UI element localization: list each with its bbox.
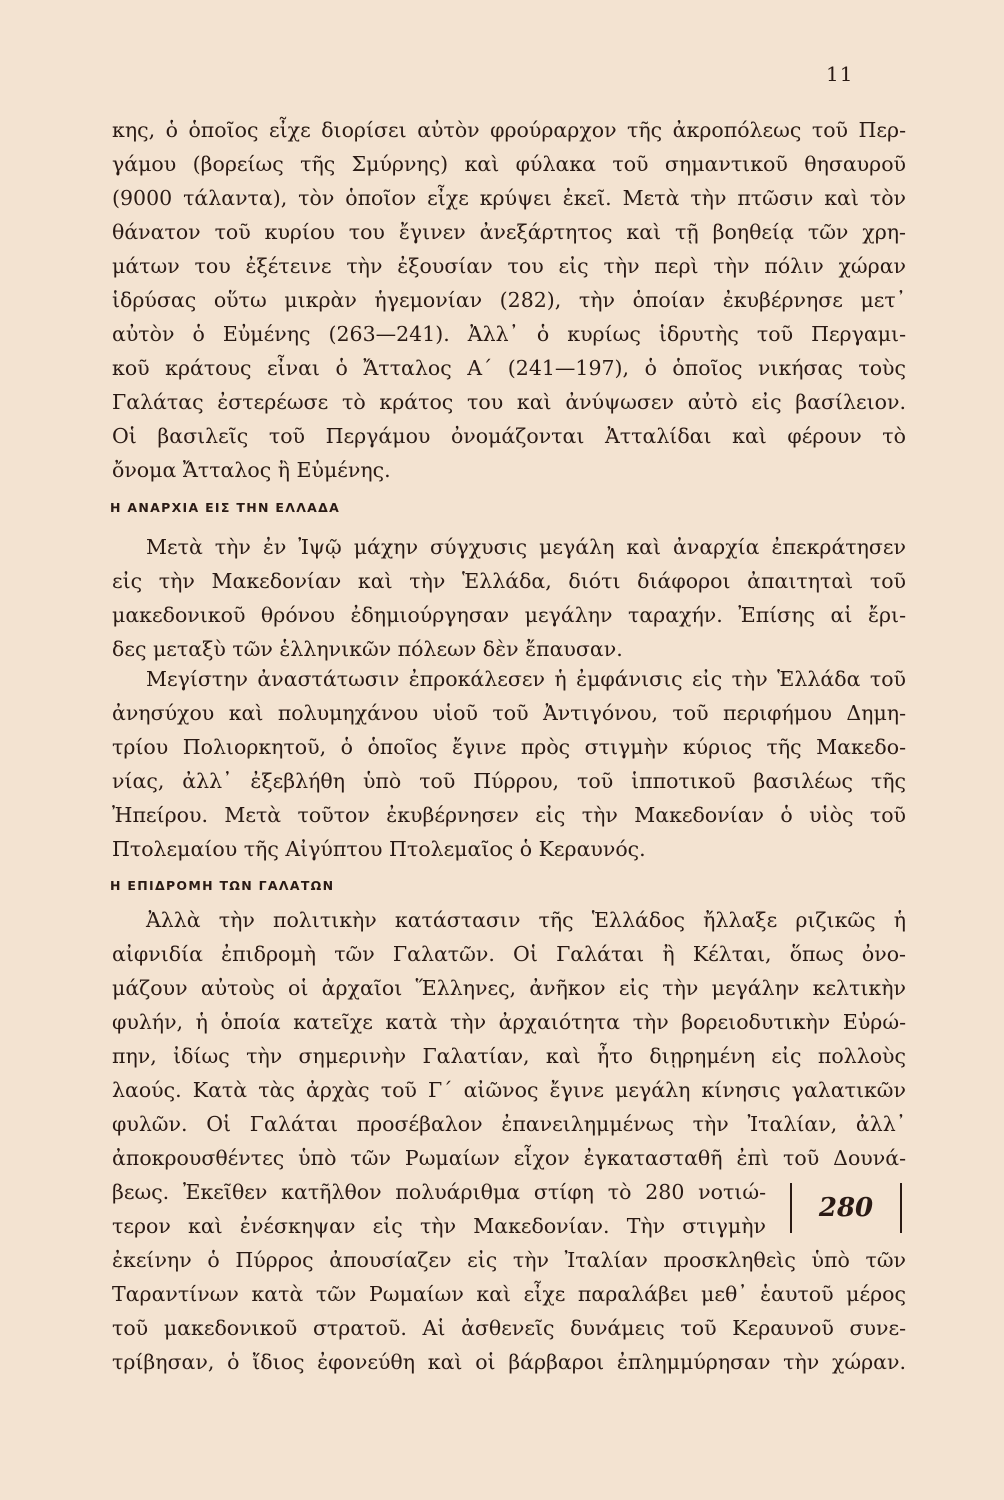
text-line: Μετὰ τὴν ἐν Ἰψῷ μάχην σύγχυσις μεγάλη καὶ ἀναρχία ἐπεκράτησεν	[146, 535, 906, 559]
margin-date-box: 280	[790, 1183, 902, 1233]
text-line: τοῦ μακεδονικοῦ στρατοῦ. Αἱ ἀσθενεῖς δυνάμεις τοῦ Κεραυνοῦ συνε-	[112, 1316, 906, 1340]
text-line: ἱδρύσας οὕτω μικρὰν ἡγεμονίαν (282), τὴν ὁποίαν ἐκυβέρνησε μετ᾽	[112, 288, 906, 312]
section-heading: Η ΑΝΑΡΧΙΑ ΕΙΣ ΤΗΝ ΕΛΛΑΔΑ	[110, 500, 341, 515]
text-line: φυλῶν. Οἱ Γαλάται προσέβαλον ἐπανειλημμένως τὴν Ἰταλίαν, ἀλλ᾽	[112, 1112, 906, 1136]
text-line: τρίου Πολιορκητοῦ, ὁ ὁποῖος ἔγινε πρὸς στιγμὴν κύριος τῆς Μακεδο-	[112, 735, 906, 759]
text-line: μάτων του ἐξέτεινε τὴν ἐξουσίαν του εἰς τὴν περὶ τὴν πόλιν χώραν	[112, 254, 906, 278]
text-line: φυλήν, ἡ ὁποία κατεῖχε κατὰ τὴν ἀρχαιότητα τὴν βορειοδυτικὴν Εὐρώ-	[112, 1010, 906, 1034]
paragraph-1	[112, 113, 906, 487]
text-line: τρίβησαν, ὁ ἴδιος ἐφονεύθη καὶ οἱ βάρβαροι ἐπλημμύρησαν τὴν χώραν.	[112, 1350, 906, 1374]
text-line: Ἀλλὰ τὴν πολιτικὴν κατάστασιν τῆς Ἑλλάδος ἤλλαξε ριζικῶς ἡ	[146, 908, 906, 932]
text-line: ἀποκρουσθέντες ὑπὸ τῶν Ρωμαίων εἶχον ἐγκατασταθῆ ἐπὶ τοῦ Δουνά-	[112, 1146, 906, 1170]
text-line: αἰφνιδία ἐπιδρομὴ τῶν Γαλατῶν. Οἱ Γαλάται ἢ Κέλται, ὅπως ὀνο-	[112, 942, 906, 966]
text-line: ἐκείνην ὁ Πύρρος ἀπουσίαζεν εἰς τὴν Ἰταλίαν προσκληθεὶς ὑπὸ τῶν	[112, 1248, 906, 1272]
text-line: θάνατον τοῦ κυρίου του ἔγινεν ἀνεξάρτητος καὶ τῇ βοηθείᾳ τῶν χρη-	[112, 220, 906, 244]
text-line: Οἱ βασιλεῖς τοῦ Περγάμου ὀνομάζονται Ἀτταλίδαι καὶ φέρουν τὸ	[112, 424, 906, 448]
text-line: αὐτὸν ὁ Εὐμένης (263—241). Ἀλλ᾽ ὁ κυρίως ἱδρυτὴς τοῦ Περγαμι-	[112, 322, 906, 346]
paragraph-2	[112, 530, 906, 666]
text-line: ἀνησύχου καὶ πολυμηχάνου υἱοῦ τοῦ Ἀντιγόνου, τοῦ περιφήμου Δημη-	[112, 701, 906, 725]
section-heading: Η ΕΠΙΔΡΟΜΗ ΤΩΝ ΓΑΛΑΤΩΝ	[110, 878, 335, 893]
text-line: κης, ὁ ὁποῖος εἶχε διορίσει αὐτὸν φρούραρχον τῆς ἀκροπόλεως τοῦ Περ-	[112, 118, 906, 142]
text-line: βεως. Ἐκεῖθεν κατῆλθον πολυάριθμα στίφη τὸ 280 νοτιώ-	[112, 1180, 766, 1204]
text-line: λαούς. Κατὰ τὰς ἀρχὰς τοῦ Γ΄ αἰῶνος ἔγινε μεγάλη κίνησις γαλατικῶν	[112, 1078, 906, 1102]
text-line: Γαλάτας ἐστερέωσε τὸ κράτος του καὶ ἀνύψωσεν αὐτὸ εἰς βασίλειον.	[112, 390, 906, 414]
text-line: τερον καὶ ἐνέσκηψαν εἰς τὴν Μακεδονίαν. Τὴν στιγμὴν	[112, 1214, 766, 1238]
page-number: 11	[826, 62, 854, 86]
text-line: νίας, ἀλλ᾽ ἐξεβλήθη ὑπὸ τοῦ Πύρρου, τοῦ ἱπποτικοῦ βασιλέως τῆς	[112, 769, 906, 793]
text-line: δες μεταξὺ τῶν ἑλληνικῶν πόλεων δὲν ἔπαυσαν.	[112, 637, 623, 661]
text-line: εἰς τὴν Μακεδονίαν καὶ τὴν Ἑλλάδα, διότι διάφοροι ἀπαιτηταὶ τοῦ	[112, 569, 906, 593]
paragraph-4	[112, 903, 906, 1379]
text-line: Πτολεμαίου τῆς Αἰγύπτου Πτολεμαῖος ὁ Κεραυνός.	[112, 837, 646, 861]
text-line: μακεδονικοῦ θρόνου ἐδημιούργησαν μεγάλην ταραχήν. Ἐπίσης αἱ ἔρι-	[112, 603, 906, 627]
text-line: Μεγίστην ἀναστάτωσιν ἐπροκάλεσεν ἡ ἐμφάνισις εἰς τὴν Ἑλλάδα τοῦ	[146, 667, 906, 691]
paragraph-3	[112, 662, 906, 866]
text-line: κοῦ κράτους εἶναι ὁ Ἄτταλος Α΄ (241—197), ὁ ὁποῖος νικήσας τοὺς	[112, 356, 906, 380]
text-line: Ταραντίνων κατὰ τῶν Ρωμαίων καὶ εἶχε παραλάβει μεθ᾽ ἑαυτοῦ μέρος	[112, 1282, 906, 1306]
text-line: πην, ἰδίως τὴν σημερινὴν Γαλατίαν, καὶ ἦτο διῃρημένη εἰς πολλοὺς	[112, 1044, 906, 1068]
text-line: (9000 τάλαντα), τὸν ὁποῖον εἶχε κρύψει ἐκεῖ. Μετὰ τὴν πτῶσιν καὶ τὸν	[112, 186, 906, 210]
text-line: μάζουν αὐτοὺς οἱ ἀρχαῖοι Ἕλληνες, ἀνῆκον εἰς τὴν μεγάλην κελτικὴν	[112, 976, 906, 1000]
text-line: γάμου (βορείως τῆς Σμύρνης) καὶ φύλακα τοῦ σημαντικοῦ θησαυροῦ	[112, 152, 906, 176]
text-line: Ἠπείρου. Μετὰ τοῦτον ἐκυβέρνησεν εἰς τὴν Μακεδονίαν ὁ υἱὸς τοῦ	[112, 803, 906, 827]
text-line: ὄνομα Ἄτταλος ἢ Εὐμένης.	[112, 458, 391, 482]
